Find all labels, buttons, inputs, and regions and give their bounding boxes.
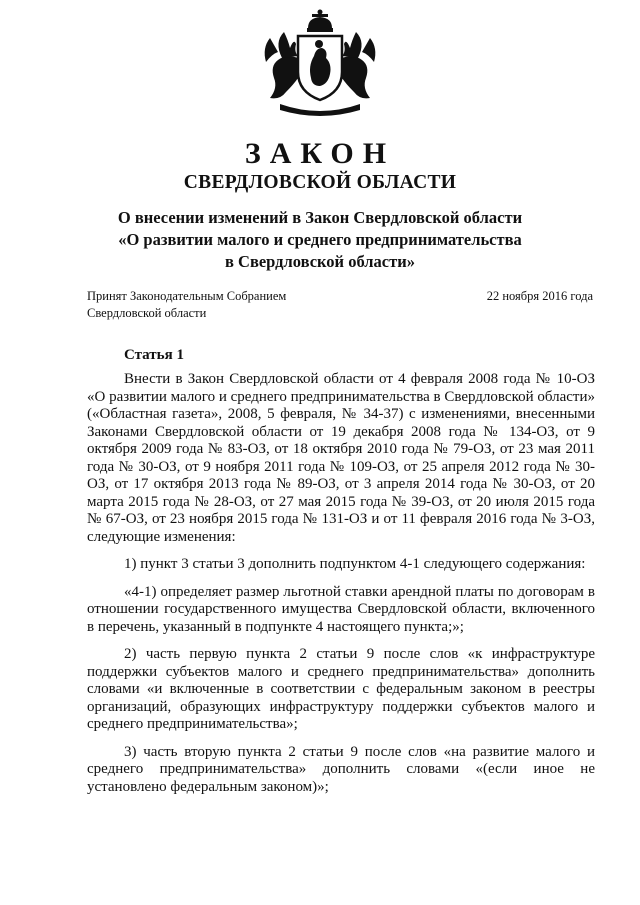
adopted-line: Свердловской области: [87, 306, 207, 320]
article-paragraph: «4-1) определяет размер льготной ставки арендной платы по договорам в отношении государственного имущества Свердловской области, включенного в перечень, указанный в подпункте 4 настоящего пункта;»;: [87, 583, 595, 635]
adopted-by: [87, 288, 286, 322]
adoption-date: 22 ноября 2016 года: [486, 289, 593, 303]
subject-line: в Свердловской области»: [225, 252, 415, 271]
document-subject: [0, 207, 640, 273]
article-paragraph: 1) пункт 3 статьи 3 дополнить подпунктом 4-1 следующего содержания:: [124, 556, 586, 572]
subject-line: «О развитии малого и среднего предпринимательства: [118, 230, 522, 249]
article-paragraph: 2) часть первую пункта 2 статьи 9 после слов «к инфраструктуре поддержки субъектов малого и среднего предпринимательства» дополнить словами «и включенные в соответствии с федеральным законом в реестры организаций, образующих инфраструктуру поддержки субъектов малого и среднего предпринимательства»;: [87, 646, 595, 732]
article-paragraph: 3) часть вторую пункта 2 статьи 9 после слов «на развитие малого и среднего предпринимательства» дополнить словами «(если иное не установлено федеральным законом)»;: [87, 743, 595, 795]
adopted-line: Принят Законодательным Собранием: [87, 289, 287, 303]
document-title: ЗАКОН: [244, 137, 396, 170]
coat-of-arms-emblem: [256, 8, 384, 120]
document-region: СВЕРДЛОВСКОЙ ОБЛАСТИ: [183, 172, 457, 193]
article-heading: Статья 1: [124, 347, 184, 363]
article-paragraph: Внести в Закон Свердловской области от 4 февраля 2008 года № 10-ОЗ «О развитии малого и среднего предпринимательства в Свердловской области» («Областная газета», 2008, 5 февраля, № 34-37) с изменениями, внесенными Законами Свердловской области от 19 декабря 2008 года № 134-ОЗ, от 9 октября 2009 года № 83-ОЗ, от 18 октября 2010 года № 79-ОЗ, от 23 мая 2011 года № 30-ОЗ, от 9 ноября 2011 года № 109-ОЗ, от 25 апреля 2012 года № 30-ОЗ, от 17 октября 2013 года № 89-ОЗ, от 3 апреля 2014 года № 30-ОЗ, от 20 марта 2015 года № 28-ОЗ, от 27 мая 2015 года № 39-ОЗ, от 20 июля 2015 года № 67-ОЗ, от 23 ноября 2015 года № 131-ОЗ и от 11 февраля 2016 года № 3-ОЗ, следующие изменения:: [87, 371, 596, 545]
subject-line: О внесении изменений в Закон Свердловской области: [117, 208, 523, 227]
article-body: [87, 371, 595, 806]
